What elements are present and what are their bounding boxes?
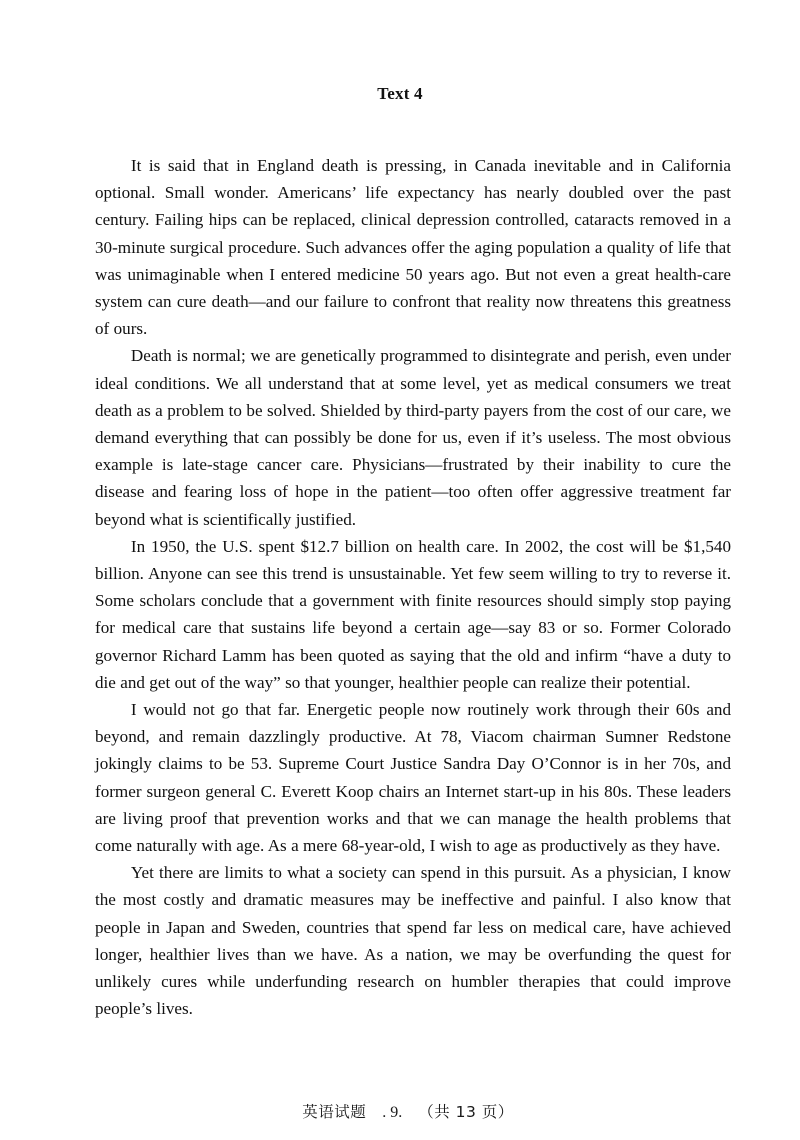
paragraph: Death is normal; we are genetically programmed to disintegrate and perish, even under ideal conditions. We all understand that at some level, yet as medical consumers we treat death as a problem to be solved. Shielded by third-party payers from the cost of our care, we demand everything that can possibly be done for us, even if it’s useless. The most obvious example is late-stage cancer care. Physicians—frustrated by their inability to cure the disease and fearing loss of hope in the patient—too often offer aggressive treatment far beyond what is scientifically justified. <box>95 346 731 529</box>
paragraph: It is said that in England death is pressing, in Canada inevitable and in California optional. Small wonder. Americans’ life expectancy has nearly doubled over the past century. Failing hips can be replaced, clinical depression controlled, cataracts removed in a 30-minute surgical procedure. Such advances offer the aging population a quality of life that was unimaginable when I entered medicine 50 years ago. But not even a great health-care system can cure death—and our failure to confront that reality now threatens this greatness of ours. <box>95 156 731 339</box>
paragraph: Yet there are limits to what a society can spend in this pursuit. As a physician, I know the most costly and dramatic measures may be ineffective and painful. I also know that people in Japan and Sweden, countries that spend far less on medical care, have achieved longer, healthier lives than we have. As a nation, we may be overfunding the quest for unlikely cures while underfunding research on humbler therapies that could improve people’s lives. <box>95 863 731 1019</box>
footer-total-pages: （共 13 页） <box>418 1103 514 1121</box>
footer-page-number: . 9. <box>382 1104 403 1121</box>
page-title: Text 4 <box>377 84 423 103</box>
paragraph: In 1950, the U.S. spent $12.7 billion on health care. In 2002, the cost will be $1,540 billion. Anyone can see this trend is unsustainable. Yet few seem willing to try to reverse it. Some scholars conclude that a government with finite resources should simply stop paying for medical care that sustains life beyond a certain age—say 83 or so. Former Colorado governor Richard Lamm has been quoted as saying that the old and infirm “have a duty to die and get out of the way” so that younger, healthier people can realize their potential. <box>95 536 731 692</box>
footer-subject: 英语试题 <box>302 1103 367 1121</box>
paragraph: I would not go that far. Energetic people now routinely work through their 60s and beyond, and remain dazzlingly productive. At 78, Viacom chairman Sumner Redstone jokingly claims to be 53. Supreme Court Justice Sandra Day O’Connor is in her 70s, and former surgeon general C. Everett Koop chairs an Internet start-up in his 80s. These leaders are living proof that prevention works and that we can manage the health problems that come naturally with age. As a mere 68-year-old, I wish to age as productively as they have. <box>95 700 731 856</box>
passage-body <box>95 152 731 1023</box>
page-footer <box>0 1082 800 1140</box>
